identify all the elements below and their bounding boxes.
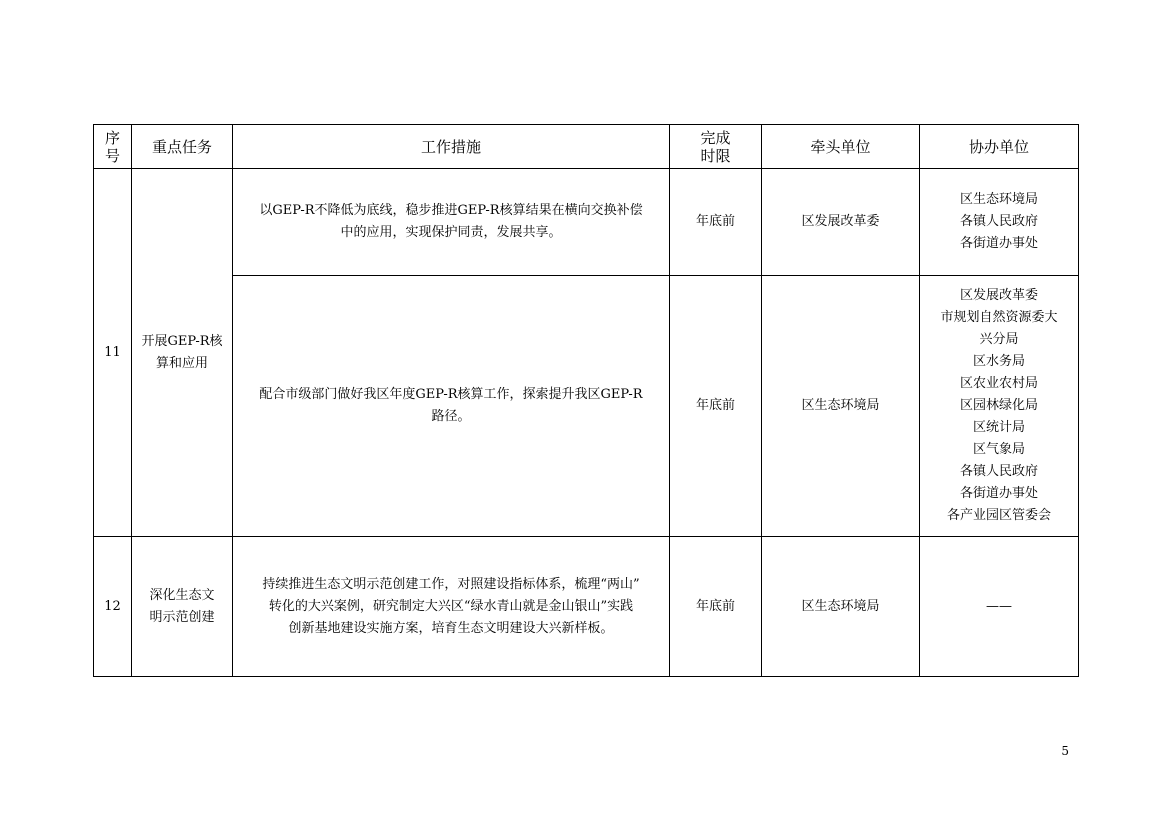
header-seq-line1: 序	[104, 128, 120, 147]
assist-line: 兴分局	[979, 332, 1019, 347]
assist-line: 各街道办事处	[959, 236, 1038, 251]
page-number: 5	[1061, 744, 1069, 758]
header-seq	[94, 125, 132, 169]
assist-line: 各产业园区管委会	[946, 508, 1051, 523]
row-measure-cell	[233, 169, 670, 276]
row-measure-cell	[233, 276, 670, 537]
header-lead: 牵头单位	[762, 125, 920, 169]
assist-line: 各镇人民政府	[959, 214, 1038, 229]
row-seq-cell: 12	[94, 537, 132, 677]
table-row	[94, 537, 1079, 677]
row-task-cell	[132, 537, 233, 677]
row-assist-cell: ——	[920, 537, 1079, 677]
header-seq-line2: 号	[104, 146, 120, 165]
row-deadline-cell: 年底前	[670, 276, 762, 537]
row-task-cell	[132, 169, 233, 537]
task-line: 明示范创建	[149, 609, 215, 625]
assist-line: 区发展改革委	[959, 288, 1038, 303]
row-assist-cell	[920, 276, 1079, 537]
measure-line: 配合市级部门做好我区年度GEP-R核算工作，探索提升我区GEP-R	[259, 387, 643, 402]
row-measure-cell	[233, 537, 670, 677]
assist-line: 区生态环境局	[959, 192, 1038, 207]
measure-line: 持续推进生态文明示范创建工作，对照建设指标体系，梳理“两山”	[262, 576, 640, 592]
header-deadline-line2: 时限	[700, 146, 731, 165]
row-assist-cell	[920, 169, 1079, 276]
header-measures: 工作措施	[233, 125, 670, 169]
task-line: 深化生态文	[149, 587, 215, 603]
row-deadline-cell: 年底前	[670, 169, 762, 276]
measure-line: 路径。	[431, 409, 471, 424]
header-assist: 协办单位	[920, 125, 1079, 169]
assist-line: 各镇人民政府	[959, 464, 1038, 479]
assist-line: 区农业农村局	[959, 376, 1038, 391]
measure-line: 以GEP-R不降低为底线，稳步推进GEP-R核算结果在横向交换补偿	[259, 203, 643, 218]
row-deadline-cell: 年底前	[670, 537, 762, 677]
header-task: 重点任务	[132, 125, 233, 169]
assist-line: 各街道办事处	[959, 486, 1038, 501]
table-row	[94, 169, 1079, 276]
assist-line: 区统计局	[972, 420, 1025, 435]
header-row	[94, 125, 1079, 169]
header-deadline	[670, 125, 762, 169]
measure-line: 创新基地建设实施方案，培育生态文明建设大兴新样板。	[288, 620, 614, 636]
task-line: 算和应用	[155, 355, 208, 371]
row-lead-cell: 区生态环境局	[762, 276, 920, 537]
task-line: 开展GEP-R核	[141, 333, 223, 349]
work-plan-table	[93, 124, 1079, 677]
measure-line: 中的应用，实现保护同责，发展共享。	[340, 225, 562, 240]
row-lead-cell: 区发展改革委	[762, 169, 920, 276]
header-deadline-line1: 完成	[700, 128, 731, 147]
row-seq-cell: 11	[94, 169, 132, 537]
measure-line: 转化的大兴案例，研究制定大兴区“绿水青山就是金山银山”实践	[268, 598, 634, 614]
table-row	[94, 276, 1079, 537]
assist-line: 区园林绿化局	[959, 398, 1038, 413]
assist-line: 区气象局	[972, 442, 1025, 457]
assist-line: 市规划自然资源委大	[940, 310, 1058, 325]
row-lead-cell: 区生态环境局	[762, 537, 920, 677]
assist-line: 区水务局	[972, 354, 1025, 369]
